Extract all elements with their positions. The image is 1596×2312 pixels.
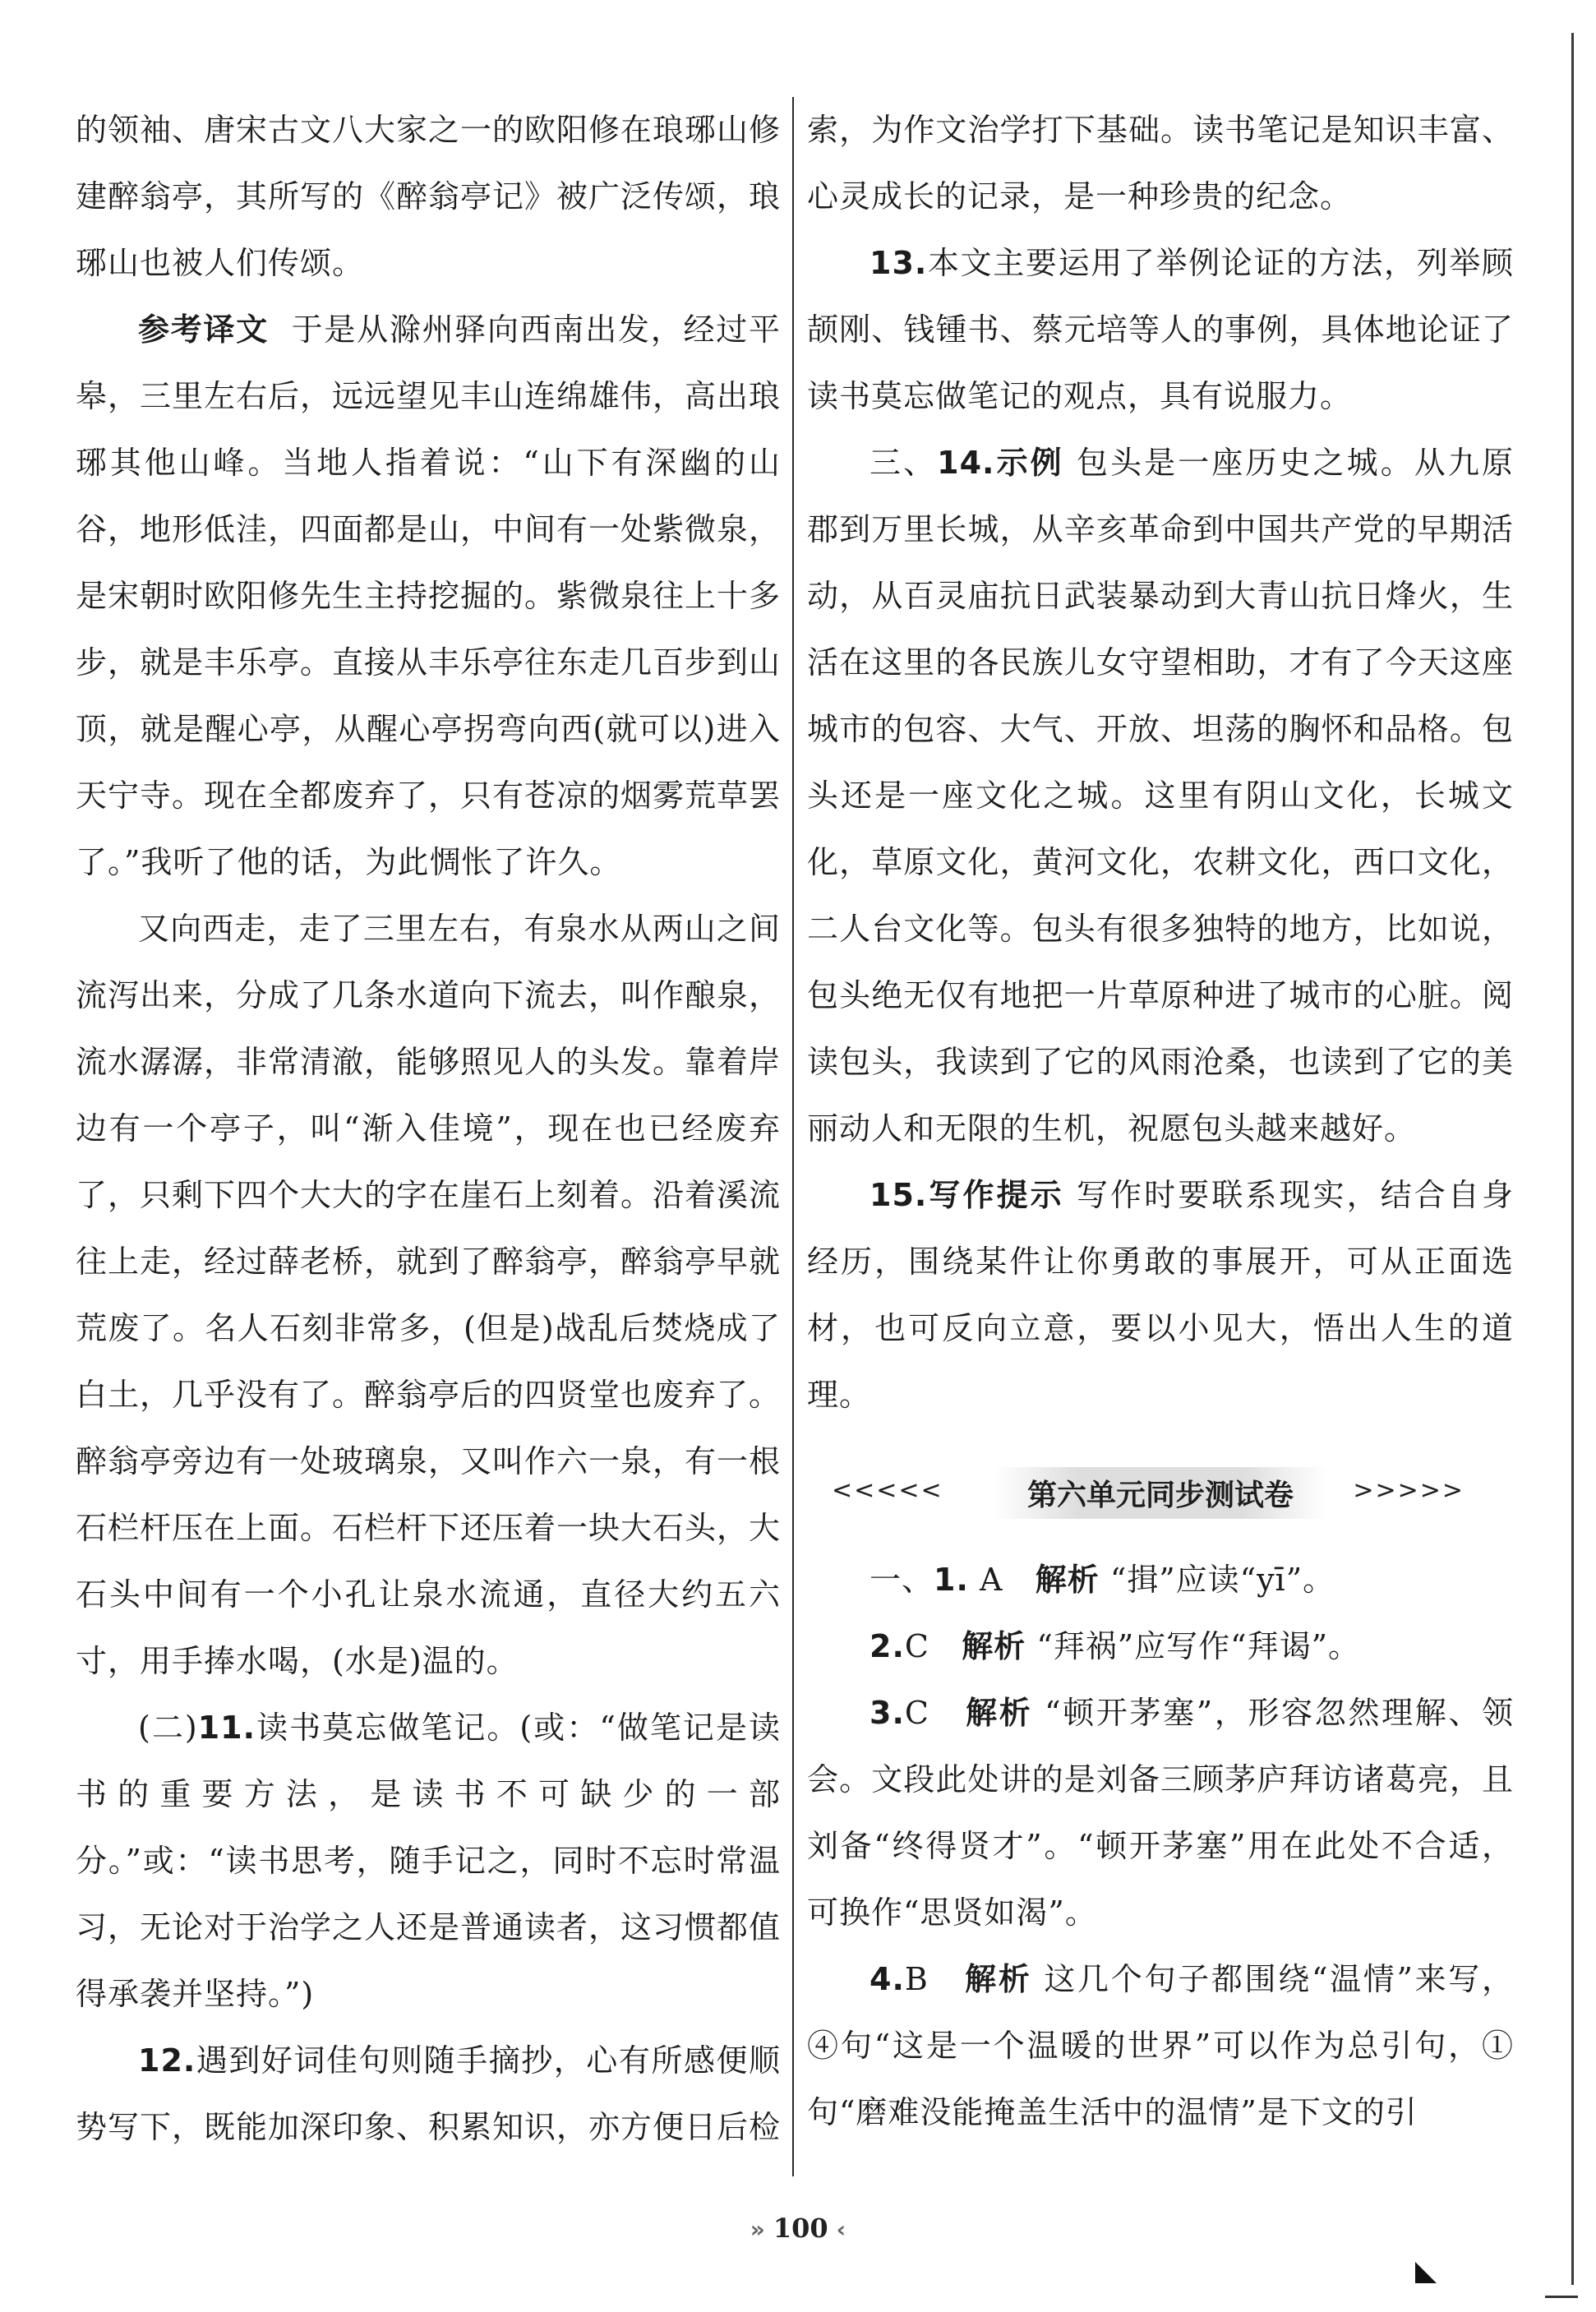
translation-paragraph: 参考译文 于是从滁州驿向西南出发，经过平皋，三里左右后，远远望见丰山连绵雄伟，高出琅琊其他山峰。当地人指着说：“山下有深幽的山谷，地形低洼，四面都是山，中间有一处紫微泉，是宋朝时欧阳修先生主持挖掘的。紫微泉往上十多步，就是丰乐亭。直接从丰乐亭往东走几百步到山顶，就是醒心亭，从醒心亭拐弯向西(就可以)进入天宁寺。现在全都废弃了，只有苍凉的烟雾荒草罢了。”我听了他的话，为此惆怅了许久。 [76,311,782,880]
question-number: 14. [937,445,995,481]
analysis-label: 解析 [966,1695,1033,1731]
question-number: 11. [197,1710,256,1746]
translation-label: 参考译文 [138,311,269,348]
answer-12: 12.遇到好词佳句则随手摘抄，心有所感便顺势写下，既能加深印象、积累知识，亦方便日后检 [76,2042,782,2145]
page-chevron-left-icon: » [750,2216,765,2243]
answer-13: 13.本文主要运用了举例论证的方法，列举顾颉刚、钱锺书、蔡元培等人的事例，具体地论证了读书莫忘做笔记的观点，具有说服力。 [807,245,1514,414]
paragraph: 索，为作文治学打下基础。读书笔记是知识丰富、心灵成长的记录，是一种珍贵的纪念。 [807,112,1514,215]
corner-triangle-icon [1415,2262,1437,2283]
answer-4: 4.B 解析 这几个句子都围绕“温情”来写，④句“这是一个温暖的世界”可以作为总引句，①句“磨难没能掩盖生活中的温情”是下文的引 [807,1961,1514,2130]
answer-letter: B [904,1961,929,1997]
right-column [807,97,1514,2146]
section-title: 第六单元同步测试卷 [994,1467,1326,1519]
question-number: 2. [869,1628,905,1664]
analysis-label: 解析 [962,1628,1026,1664]
left-arrows: <<<<< [832,1476,943,1505]
section-header [807,1468,1514,1517]
page-number [0,2213,1596,2244]
answer-letter: A [980,1562,1003,1598]
answer-15: 15.写作提示 写作时要联系现实，结合自身经历，围绕某件让你勇敢的事展开，可从正面选材，也可反向立意，要以小见大，悟出人生的道理。 [807,1177,1514,1413]
question-number: 3. [869,1695,905,1731]
answer-14: 三、14.示例 包头是一座历史之城。从九原郡到万里长城，从辛亥革命到中国共产党的早期活动，从百灵庙抗日武装暴动到大青山抗日烽火，生活在这里的各民族儿女守望相助，才有了今天这座城市的包容、大气、开放、坦荡的胸怀和品格。包头还是一座文化之城。这里有阴山文化，长城文化，草原文化，黄河文化，农耕文化，西口文化，二人台文化等。包头有很多独特的地方，比如说，包头绝无仅有地把一片草原种进了城市的心脏。阅读包头，我读到了它的风雨沧桑，也读到了它的美丽动人和无限的生机，祝愿包头越来越好。 [807,445,1514,1147]
analysis-label: 解析 [965,1961,1032,1997]
answer-11: (二)11.读书莫忘做笔记。(或：“做笔记是读书的重要方法，是读书不可缺少的一部分。”或：“读书思考，随手记之，同时不忘时常温习，无论对于治学之人还是普通读者，这习惯都值得承袭并坚持。”) [76,1710,782,2012]
page-chevron-right-icon: ‹ [836,2216,846,2243]
answer-1: 一、1. A 解析 “揖”应读“yī”。 [869,1562,1335,1598]
analysis-label: 解析 [1035,1562,1100,1598]
writing-tip-label: 写作提示 [927,1177,1064,1213]
question-number: 1. [934,1562,969,1598]
right-arrows: >>>>> [1353,1476,1465,1505]
question-number: 13. [869,245,928,281]
paragraph: 又向西走，走了三里左右，有泉水从两山之间流泻出来，分成了几条水道向下流去，叫作酿泉，流水潺潺，非常清澈，能够照见人的头发。靠着岸边有一个亭子，叫“渐入佳境”，现在也已经废弃了，只剩下四个大大的字在崖石上刻着。沿着溪流往上走，经过薛老桥，就到了醉翁亭，醉翁亭早就荒废了。名人石刻非常多，(但是)战乱后焚烧成了白土，几乎没有了。醉翁亭后的四贤堂也废弃了。醉翁亭旁边有一处玻璃泉，又叫作六一泉，有一根石栏杆压在上面。石栏杆下还压着一块大石头，大石头中间有一个小孔让泉水流通，直径大约五六寸，用手捧水喝，(水是)温的。 [76,911,782,1679]
page-edge-line [1571,33,1574,2285]
column-divider [792,97,794,2176]
answer-letter: C [904,1628,929,1664]
paragraph: 的领袖、唐宋古文八大家之一的欧阳修在琅琊山修建醉翁亭，其所写的《醉翁亭记》被广泛传颂，琅琊山也被人们传颂。 [76,112,782,281]
question-number: 4. [869,1961,905,1997]
example-label: 示例 [994,445,1064,481]
answer-3: 3.C 解析 “顿开茅塞”，形容忽然理解、领会。文段此处讲的是刘备三顾茅庐拜访诸葛亮，且刘备“终得贤才”。“顿开茅塞”用在此处不合适，可换作“思贤如渴”。 [807,1695,1514,1931]
question-number: 15. [869,1177,928,1213]
left-column [76,97,781,2161]
bleed-mark [1545,2296,1578,2298]
answer-2: 2.C 解析 “拜祸”应写作“拜谒”。 [869,1628,1361,1664]
answer-letter: C [904,1695,929,1731]
question-number: 12. [138,2042,196,2079]
page-number-text: 100 [773,2213,828,2244]
